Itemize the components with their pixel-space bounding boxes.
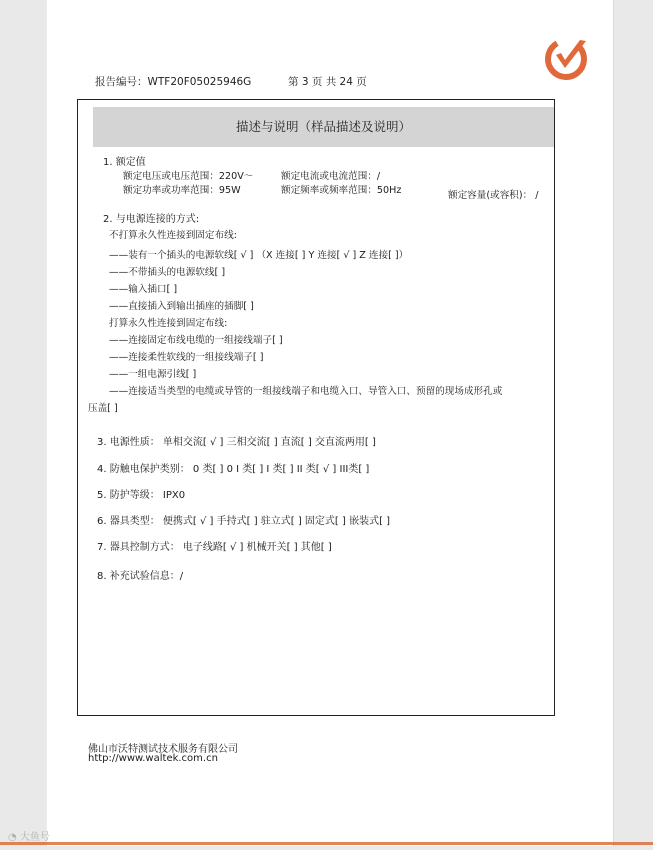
page-info: 第 3 页 共 24 页 <box>288 76 367 88</box>
rated-power: 额定功率或功率范围：95W <box>123 185 241 196</box>
scan-edge-line <box>0 842 653 845</box>
s2-subheading-permanent: 打算永久性连接到固定布线: <box>109 318 228 329</box>
s2-item-cable-entry: ——连接适当类型的电缆或导管的一组接线端子和电缆入口、导管入口、预留的现场成形孔或 <box>109 386 503 397</box>
s1-heading: 1. 额定值 <box>103 157 146 168</box>
watermark <box>8 828 50 843</box>
s2-item-flexible-terminals: ——连接柔性软线的一组接线端子[ ] <box>109 352 264 363</box>
s2-item-plug-cord: ——装有一个插头的电源软线[ √ ] （X 连接[ ] Y 连接[ √ ] Z 连接[ ]） <box>109 250 409 261</box>
s2-item-fixed-terminals: ——连接固定布线电缆的一组接线端子[ ] <box>109 335 283 346</box>
footer-company: 佛山市沃特测试技术服务有限公司 <box>88 744 238 755</box>
s2-item-cable-entry-cont: 压盖[ ] <box>88 403 118 414</box>
s6-appliance-type: 6. 器具类型： 便携式[ √ ] 手持式[ ] 驻立式[ ] 固定式[ ] 嵌装式[ ] <box>97 516 391 527</box>
s7-control-method: 7. 器具控制方式： 电子线路[ √ ] 机械开关[ ] 其他[ ] <box>97 542 332 553</box>
rated-frequency: 额定频率或频率范围：50Hz <box>281 185 402 196</box>
s2-item-inlet: ——输入插口[ ] <box>109 284 178 295</box>
s2-heading: 2. 与电源连接的方式: <box>103 214 200 225</box>
s2-item-supply-leads: ——一组电源引线[ ] <box>109 369 197 380</box>
watermark-text: 大鱼号 <box>19 832 50 843</box>
s3-supply-type: 3. 电源性质： 单相交流[ √ ] 三相交流[ ] 直流[ ] 交直流两用[ ] <box>97 437 376 448</box>
rated-capacity: 额定容量(或容积)： / <box>448 190 539 201</box>
watermark-icon: ◔ <box>8 832 17 843</box>
s5-ip-rating: 5. 防护等级： IPX0 <box>97 490 186 501</box>
rated-voltage: 额定电压或电压范围：220V～ <box>123 171 254 182</box>
section-title: 描述与说明（样品描述及说明） <box>93 107 554 147</box>
footer-url: http://www.waltek.com.cn <box>88 753 218 764</box>
s4-protection-class: 4. 防触电保护类别： 0 类[ ] 0 I 类[ ] I 类[ ] II 类[ √ ] III类[ ] <box>97 464 370 475</box>
waltek-check-logo-icon <box>542 35 594 81</box>
s2-subheading-nonpermanent: 不打算永久性连接到固定布线: <box>109 230 237 241</box>
s8-additional-info: 8. 补充试验信息：/ <box>97 571 184 582</box>
s2-item-pins: ——直接插入到输出插座的插脚[ ] <box>109 301 254 312</box>
rated-current: 额定电流或电流范围：/ <box>281 171 381 182</box>
report-number: 报告编号：WTF20F05025946G <box>95 76 252 88</box>
s2-item-no-plug-cord: ——不带插头的电源软线[ ] <box>109 267 226 278</box>
